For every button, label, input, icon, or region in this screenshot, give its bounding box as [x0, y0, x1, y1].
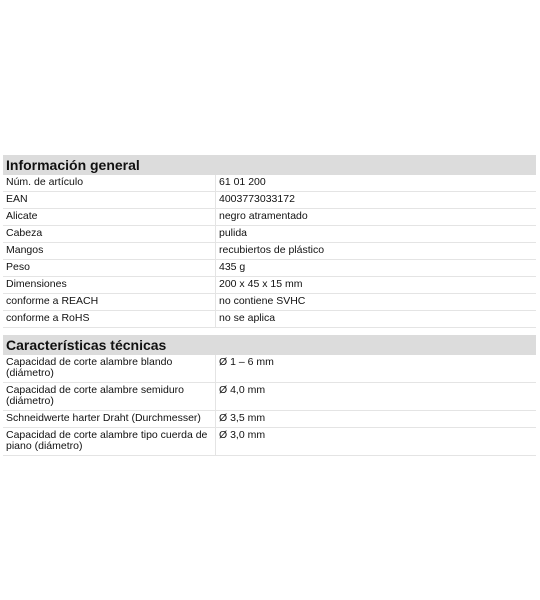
row-value: negro atramentado	[216, 209, 537, 226]
row-key: Peso	[3, 260, 216, 277]
table-row	[3, 260, 536, 277]
row-key: Capacidad de corte alambre blando (diámetro)	[3, 355, 216, 383]
row-value: Ø 4,0 mm	[216, 383, 537, 411]
row-key: Schneidwerte harter Draht (Durchmesser)	[3, 411, 216, 428]
row-value: 435 g	[216, 260, 537, 277]
table-row	[3, 243, 536, 260]
table-row	[3, 192, 536, 209]
table-row	[3, 175, 536, 192]
row-value: Ø 1 – 6 mm	[216, 355, 537, 383]
row-value: no se aplica	[216, 311, 537, 328]
table-row	[3, 226, 536, 243]
row-key: Dimensiones	[3, 277, 216, 294]
row-key: Mangos	[3, 243, 216, 260]
spec-sheet	[3, 155, 536, 456]
row-value: Ø 3,0 mm	[216, 428, 537, 456]
table-row	[3, 294, 536, 311]
table-row	[3, 277, 536, 294]
row-value: 4003773033172	[216, 192, 537, 209]
table-row	[3, 383, 536, 411]
table-row	[3, 209, 536, 226]
row-key: conforme a RoHS	[3, 311, 216, 328]
row-value: 61 01 200	[216, 175, 537, 192]
row-key: conforme a REACH	[3, 294, 216, 311]
row-value: recubiertos de plástico	[216, 243, 537, 260]
row-value: 200 x 45 x 15 mm	[216, 277, 537, 294]
general-info-table	[3, 175, 536, 328]
row-value: pulida	[216, 226, 537, 243]
row-key: EAN	[3, 192, 216, 209]
table-row	[3, 355, 536, 383]
section-header-general: Información general	[3, 155, 536, 175]
row-key: Capacidad de corte alambre semiduro (diámetro)	[3, 383, 216, 411]
row-key: Núm. de artículo	[3, 175, 216, 192]
row-key: Alicate	[3, 209, 216, 226]
row-key: Capacidad de corte alambre tipo cuerda de piano (diámetro)	[3, 428, 216, 456]
row-value: no contiene SVHC	[216, 294, 537, 311]
row-value: Ø 3,5 mm	[216, 411, 537, 428]
section-header-technical: Características técnicas	[3, 335, 536, 355]
table-row	[3, 411, 536, 428]
technical-specs-table	[3, 355, 536, 456]
row-key: Cabeza	[3, 226, 216, 243]
table-row	[3, 311, 536, 328]
table-row	[3, 428, 536, 456]
